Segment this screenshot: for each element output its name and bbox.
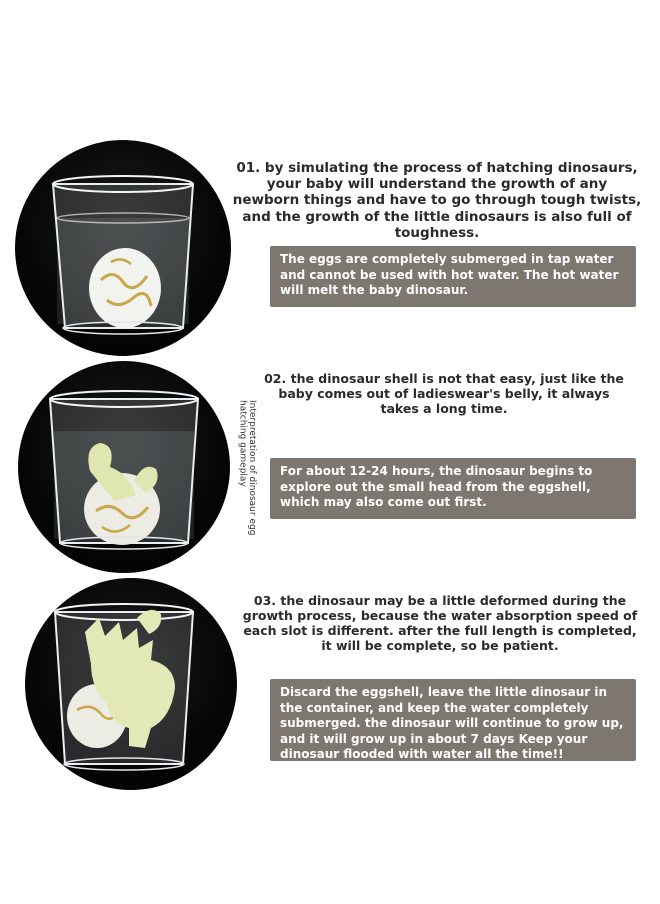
step-3-note: Discard the eggshell, leave the little dinosaur in the container, and keep the water completely submerged. the dinosaur will continue to grow up, and it will grow up in about 7 days Keep your dinosaur flooded with water all the time!! <box>270 679 636 761</box>
photo-egg-in-water <box>15 140 231 356</box>
photo-dinosaur-hatching <box>18 361 230 573</box>
step-3-heading: 03. the dinosaur may be a little deformed during the growth process, because the water absorption speed of each slot is different. after the full length is completed, it will be complete, so be patient. <box>242 593 638 653</box>
photo-grown-dinosaur <box>25 578 237 790</box>
step-2-heading: 02. the dinosaur shell is not that easy, just like the baby comes out of ladieswear's belly, it always takes a long time. <box>264 371 624 416</box>
glass-with-hatching-dinosaur-illustration <box>18 361 230 573</box>
side-caption: Interpretation of dinosaur egg hatching gameplay <box>237 400 257 536</box>
glass-with-grown-dinosaur-illustration <box>25 578 237 790</box>
step-1-note: The eggs are completely submerged in tap water and cannot be used with hot water. The hot water will melt the baby dinosaur. <box>270 246 636 307</box>
step-1-heading: 01. by simulating the process of hatching dinosaurs, your baby will understand the growth of any newborn things and have to go through tough twists, and the growth of the little dinosaurs is also full of toughness. <box>232 160 642 241</box>
step-2-note: For about 12-24 hours, the dinosaur begins to explore out the small head from the eggshell, which may also come out first. <box>270 458 636 519</box>
glass-with-egg-illustration <box>15 140 231 356</box>
